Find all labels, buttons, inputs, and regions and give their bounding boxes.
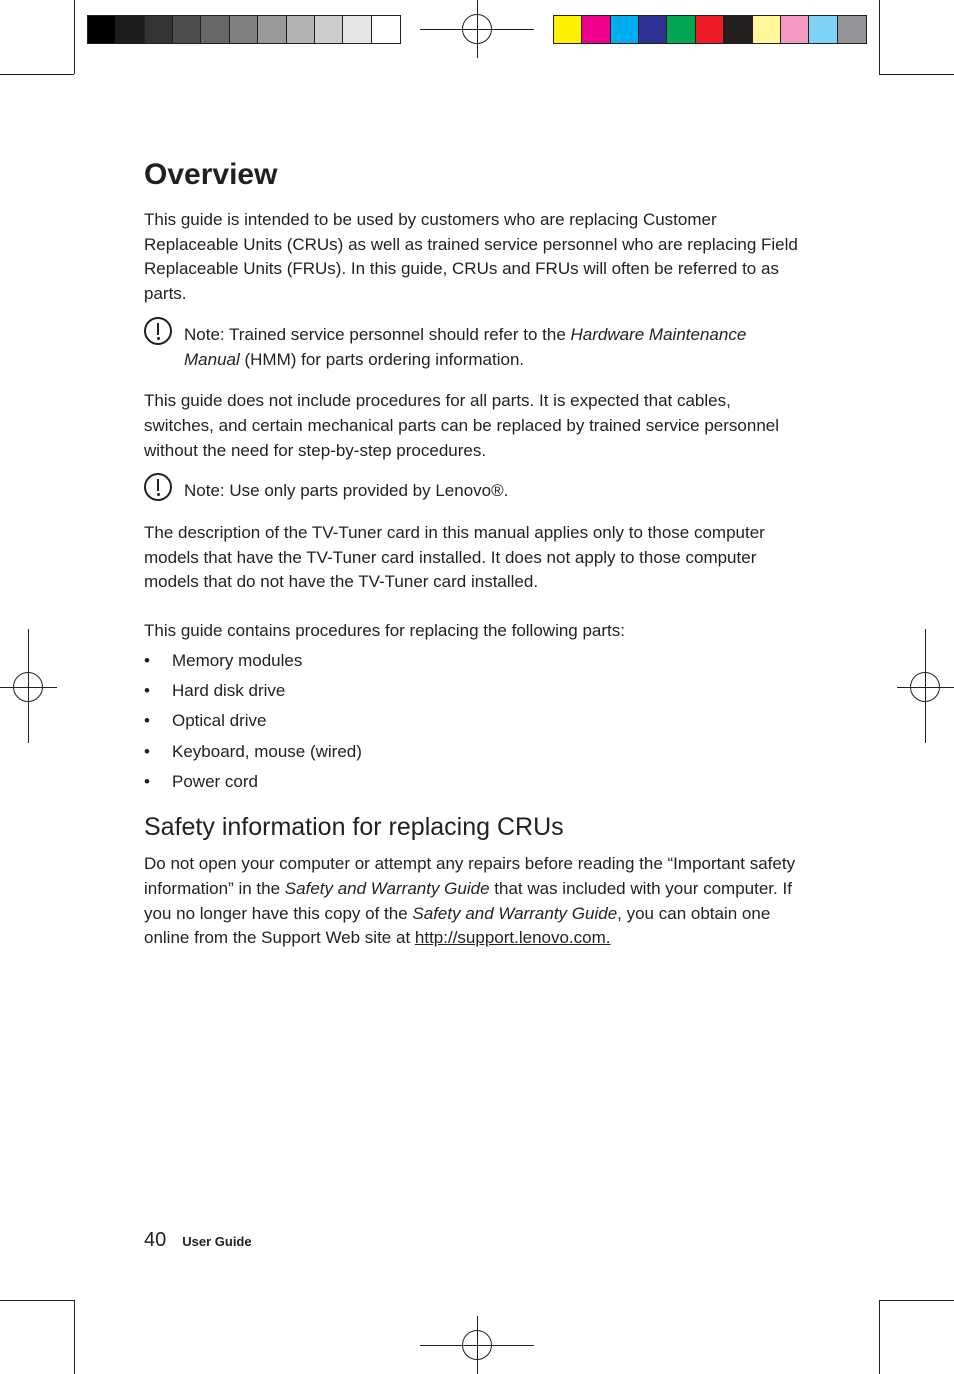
color-swatch <box>639 16 667 43</box>
safety-paragraph: Do not open your computer or attempt any repairs before reading the “Important safety information” in the Safety and Warranty Guide that was included with your computer. If you no longer have this copy of the Safety and Warranty Guide, you can obtain one online from the Support Web site at http://support.lenovo.com. <box>144 854 796 948</box>
color-swatch <box>582 16 610 43</box>
list-item: • Keyboard, mouse (wired) <box>144 737 804 767</box>
list-item: • Power cord <box>144 767 804 797</box>
color-swatch <box>230 16 258 43</box>
color-swatch <box>781 16 809 43</box>
grayscale-color-bar <box>87 15 401 44</box>
color-swatch <box>724 16 752 43</box>
page-footer <box>144 1229 252 1252</box>
note-hmm <box>144 323 804 372</box>
color-swatch <box>116 16 144 43</box>
support-site-link[interactable]: http://support.lenovo.com. <box>414 928 611 948</box>
color-swatch <box>809 16 837 43</box>
color-swatch <box>611 16 639 43</box>
page-number: 40 <box>144 1229 167 1251</box>
color-swatch <box>287 16 315 43</box>
color-swatch <box>343 16 371 43</box>
color-swatch <box>145 16 173 43</box>
parts-list-intro: This guide contains procedures for replacing the following parts: <box>144 621 625 641</box>
overview-heading: Overview <box>144 158 278 191</box>
note-text: Note: Trained service personnel should refer to the Hardware Maintenance Manual (HMM) for parts ordering information. <box>184 324 747 369</box>
color-swatch <box>173 16 201 43</box>
list-item: • Memory modules <box>144 646 804 676</box>
guide-name: User Guide <box>182 1234 252 1249</box>
list-item: • Optical drive <box>144 706 804 736</box>
list-item: • Hard disk drive <box>144 676 804 706</box>
color-swatch <box>201 16 229 43</box>
safety-heading: Safety information for replacing CRUs <box>144 813 564 842</box>
attention-icon <box>144 317 172 345</box>
note-lenovo-parts <box>144 479 804 504</box>
color-swatch <box>696 16 724 43</box>
note-text: Note: Use only parts provided by Lenovo®. <box>184 481 509 501</box>
color-swatch <box>753 16 781 43</box>
color-swatch <box>88 16 116 43</box>
color-swatch <box>838 16 866 43</box>
attention-icon <box>144 473 172 501</box>
parts-scope-paragraph: This guide does not include procedures for all parts. It is expected that cables, switches, and certain mechanical parts can be replaced by trained service personnel without the need for step-by-step procedures. <box>144 391 780 460</box>
color-swatch <box>667 16 695 43</box>
color-swatch <box>554 16 582 43</box>
page-content <box>144 157 804 951</box>
color-swatch <box>372 16 400 43</box>
overview-intro: This guide is intended to be used by customers who are replacing Customer Replaceable Units (CRUs) as well as trained service personnel who are replacing Field Replaceable Units (FRUs). In this guide, CRUs and FRUs will often be referred to as parts. <box>144 210 798 304</box>
color-swatch <box>258 16 286 43</box>
parts-list <box>144 646 804 797</box>
tv-tuner-paragraph: The description of the TV-Tuner card in this manual applies only to those computer models that have the TV-Tuner card installed. It does not apply to those computer models that do not have the TV-Tuner card installed. <box>144 523 765 592</box>
color-swatch <box>315 16 343 43</box>
cmyk-color-bar <box>553 15 867 44</box>
